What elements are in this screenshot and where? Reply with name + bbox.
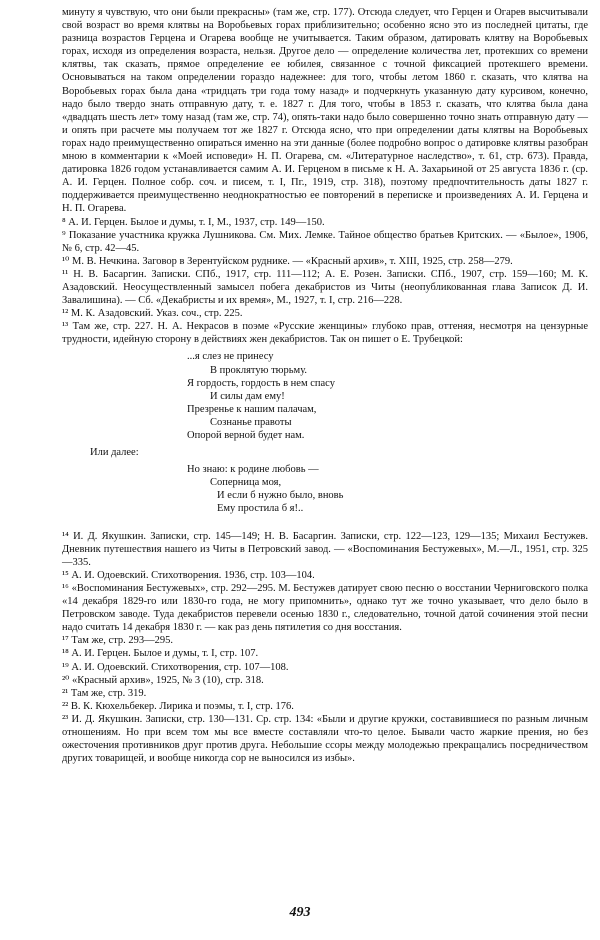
poem-line: Я гордость, гордость в нем спасу xyxy=(187,377,335,389)
footnote-17: ¹⁷ Там же, стр. 293—295. xyxy=(62,635,174,647)
footnote-14: ¹⁴ И. Д. Якушкин. Записки, стр. 145—149; Н. В. Басаргин. Записки, стр. 122—123, 129—135; Михаил Бестужев. Дневник путешествия нашего из Читы в Петровский завод. — «Воспоминания Бестужевых», М.—Л., 1951, стр. 325—335. xyxy=(62,530,588,568)
footnote-16: ¹⁶ «Воспоминания Бестужевых», стр. 292—295. М. Бестужев датирует свою песню о восстании Черниговского полка «14 декабря 1829-го или 1830-го года, не могу припомнить», однако тут же точно указывает, что дело было в Петровском заводе. Туда декабристов перевели осенью 1830 г., следовательно, точной датой сочинения этой песни надо считать 14 декабря 1830 г. — как раз день пятилетия со дня восстания. xyxy=(62,582,588,634)
footnote-21: ²¹ Там же, стр. 319. xyxy=(62,687,147,699)
footnote-18: ¹⁸ А. И. Герцен. Былое и думы, т. I, стр. 107. xyxy=(62,648,259,660)
page-body xyxy=(62,6,588,765)
poem-line: Презренье к нашим палачам, xyxy=(187,403,317,415)
footnote-15: ¹⁵ А. И. Одоевский. Стихотворения. 1936, стр. 103—104. xyxy=(62,569,315,581)
poem-line: И если б нужно было, вновь xyxy=(217,490,344,502)
footnote-11: ¹¹ Н. В. Басаргин. Записки. СПб., 1917, стр. 111—112; А. Е. Розен. Записки. СПб., 1907, стр. 159—160; М. К. Азадовский. Неосуществленный замысел побега декабристов из Читы (неопубликованная глава Записок Д. И. Завалишина). — Сб. «Декабристы и их время», М., 1927, т. I, стр. 216—228. xyxy=(62,268,588,307)
footnote-13: ¹³ Там же, стр. 227. Н. А. Некрасов в поэме «Русские женщины» глубоко прав, оттеняя, несмотря на цензурные трудности, идейную сторону в действиях жен декабристов. Так он пишет о Е. Трубецкой: xyxy=(62,321,588,346)
poem-line: Опорой верной будет нам. xyxy=(187,430,305,441)
footnote-9: ⁹ Показание участника кружка Лушникова. См. Мих. Лемке. Тайное общество братьев Критских. — «Былое», 1906, № 6, стр. 42—45. xyxy=(62,229,588,254)
footnote-19: ¹⁹ А. И. Одоевский. Стихотворения, стр. 107—108. xyxy=(62,661,289,673)
poem-line: ...я слез не принесу xyxy=(187,351,274,363)
footnote-8: ⁸ А. И. Герцен. Былое и думы, т. I, М., 1937, стр. 149—150. xyxy=(62,216,325,228)
poem-intro: Или далее: xyxy=(90,447,139,459)
page-number: 493 xyxy=(289,905,311,920)
poem-line: Но знаю: к родине любовь — xyxy=(187,464,319,476)
poem-excerpt-2 xyxy=(62,463,588,515)
footnote-22: ²² В. К. Кюхельбекер. Лирика и поэмы, т. I, стр. 176. xyxy=(62,700,294,712)
poem-line: Ему простила б я!.. xyxy=(217,503,304,515)
poem-line: Соперница моя, xyxy=(210,477,282,489)
footnote-10: ¹⁰ М. В. Нечкина. Заговор в Зерентуйском руднике. — «Красный архив», т. XIII, 1925, стр. 258—279. xyxy=(62,255,513,267)
footnote-12: ¹² М. К. Азадовский. Указ. соч., стр. 225. xyxy=(62,308,243,320)
footnote-20: ²⁰ «Красный архив», 1925, № 3 (10), стр. 318. xyxy=(62,674,264,686)
footnote-23: ²³ И. Д. Якушкин. Записки, стр. 130—131. Ср. стр. 134: «Были и другие кружки, составившиеся по разным личным отношениям. Но при всем том мы все вместе составляли что-то целое. Бывали часто жаркие прения, но без ожесточения противников друг против друга. Небольшие ссоры между молодежью прекращались посредничеством других товарищей, и вообще никогда сор не выносился из избы». xyxy=(62,713,588,765)
poem-line: И силы дам ему! xyxy=(210,390,285,402)
main-paragraph: минуту я чувствую, что они были прекрасны» (там же, стр. 177). Отсюда следует, что Герцен и Огарев высчитывали свой возраст во время клятвы на Воробьевых горах приблизительно; особенно ясно это из последней цитаты, где разница возрастов Герцена и Огарева вообще не учитывается. Таким образом, датировать клятву на Воробьевых горах, исходя из определения возраста, нельзя. Другое дело — определение количества лет, протекших со времени клятвы, так сказать, прямое определение ее юбилея, связанное с точной фиксацией протекшего времени. Основываться на таком определении гораздо надежнее: для того, чтобы летом 1860 г. сказать, что клятва на Воробьевых горах была дана «тридцать три года тому назад» и подчеркнуть указанную дату курсивом, конечно, надо было твердо знать отправную дату, т. е. 1827 г. Для того, чтобы в 1853 г. сказать, что клятва была дана «двадцать шесть лет» тому назад (там же, стр. 74), опять-таки надо было совершенно точно знать отправную дату — и опять при расчете мы получаем тот же 1827 г. Отсюда ясно, что при определении даты клятвы на Воробьевых горах надо преимущественно опираться именно на эти данные (более подробно вопрос о датировке клятвы разобран мною в комментарии к «Моей исповеди» Н. П. Огарева, см. «Литературное наследство», т. 61, стр. 673). Правда, датировка 1826 годом устанавливается самим А. И. Герценом в письме к Н. А. Захарьиной от 25 августа 1836 г. (ср. А. И. Герцен. Полное собр. соч. и писем, т. I, Пг., 1919, стр. 318), поэтому предпочтительность даты 1827 г. поддерживается преимущественно неоднократностью ее повторений в переписке и произведениях А. И. Герцена и Н. П. Огарева. xyxy=(62,7,588,215)
poem-excerpt-1 xyxy=(62,350,588,442)
poem-line: В проклятую тюрьму. xyxy=(210,364,308,376)
poem-line: Сознанье правоты xyxy=(210,416,292,428)
